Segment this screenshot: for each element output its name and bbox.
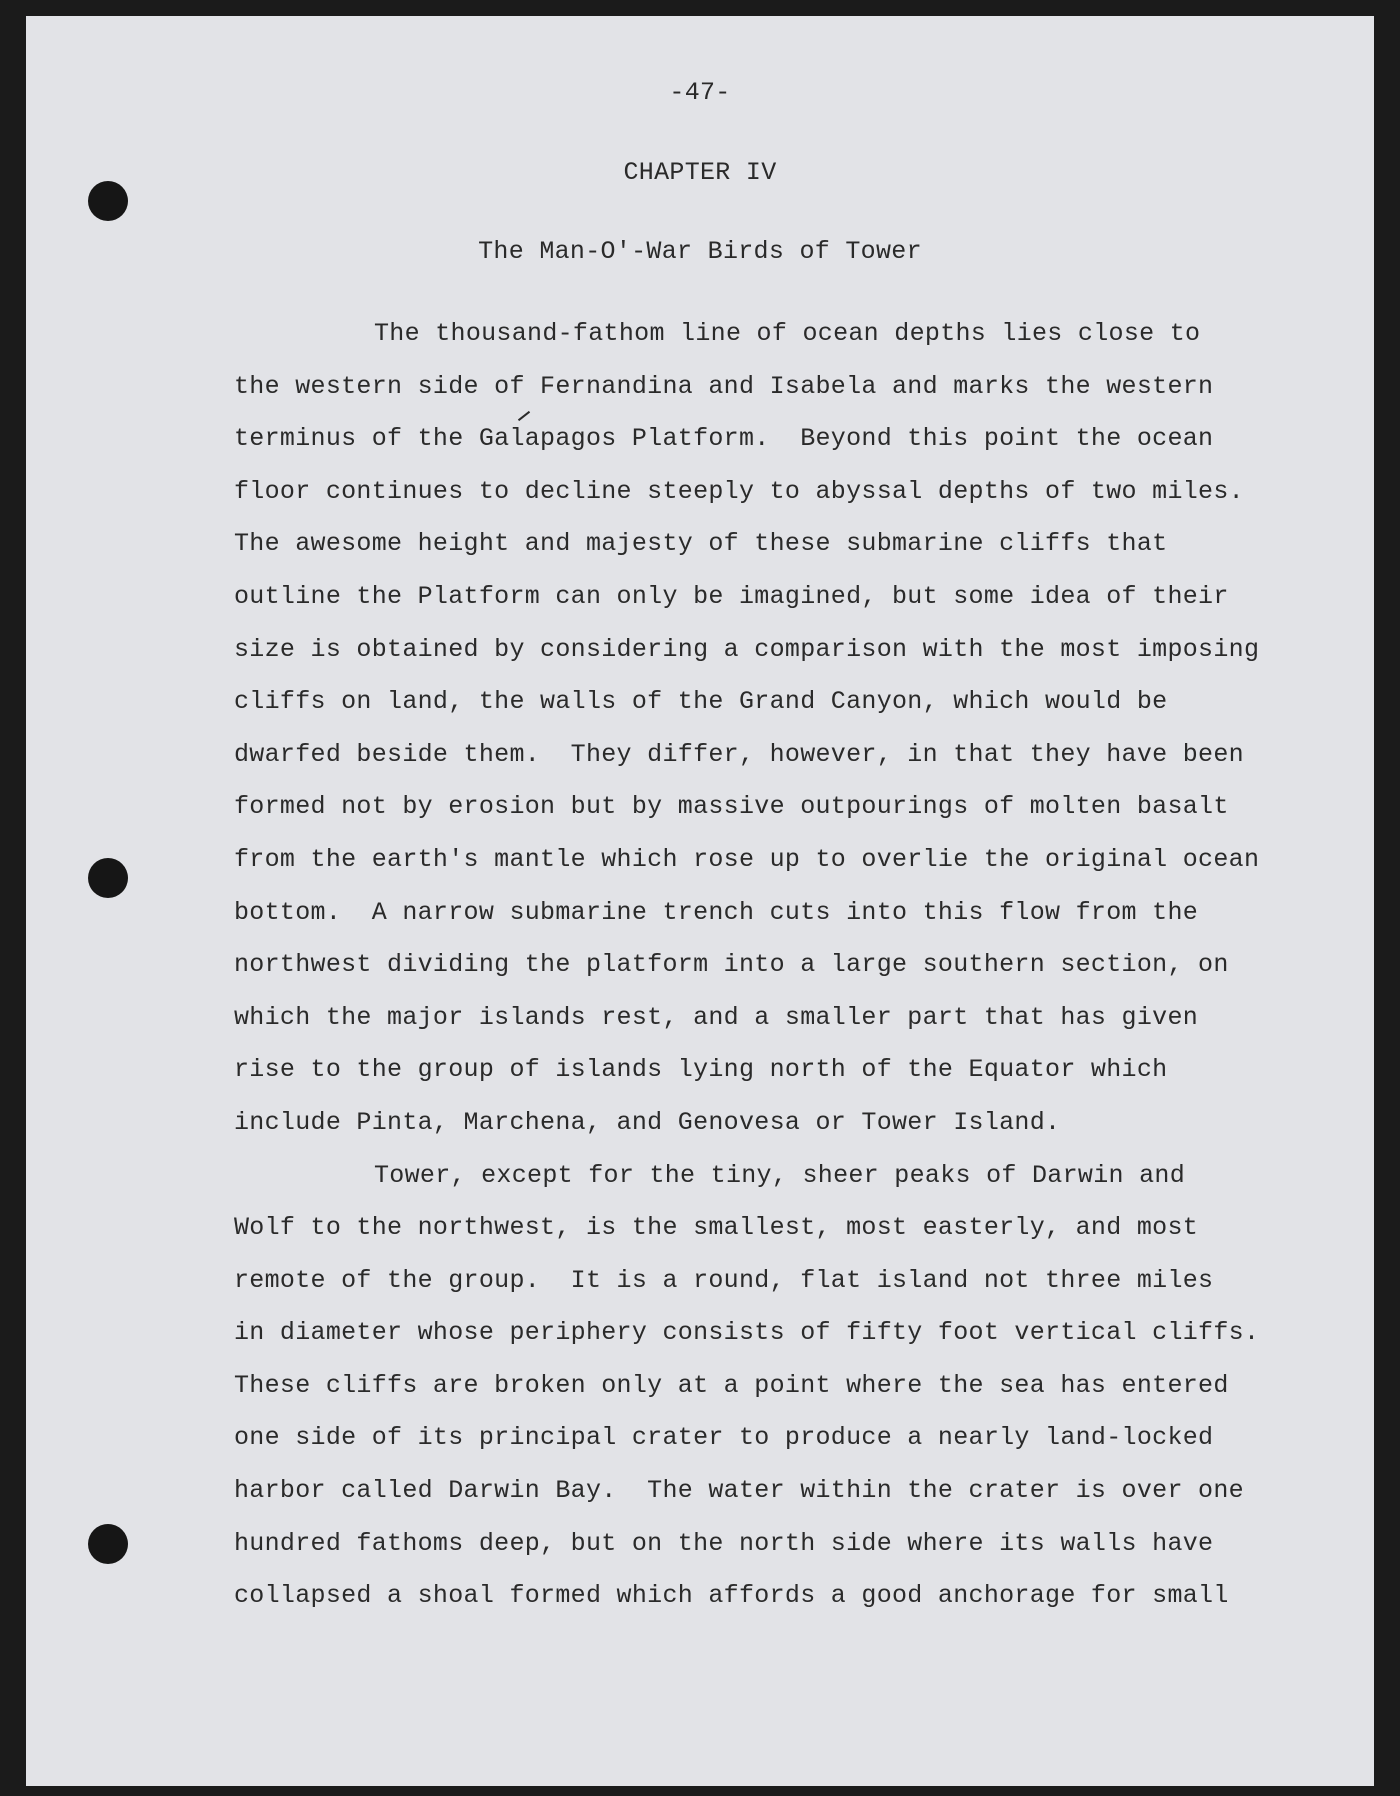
binder-hole-bottom	[88, 1524, 128, 1564]
text-line: floor continues to decline steeply to abyssal depths of two miles.	[234, 476, 1244, 506]
text-line: in diameter whose periphery consists of fifty foot vertical cliffs.	[234, 1318, 1260, 1348]
text-line: hundred fathoms deep, but on the north side where its walls have	[234, 1528, 1214, 1558]
text-line: Wolf to the northwest, is the smallest, most easterly, and most	[234, 1213, 1199, 1243]
text-line: collapsed a shoal formed which affords a good anchorage for small	[234, 1581, 1229, 1611]
text-line: Tower, except for the tiny, sheer peaks of Darwin and	[374, 1160, 1186, 1190]
text-line: remote of the group. It is a round, flat island not three miles	[234, 1265, 1214, 1295]
body-text	[234, 314, 1354, 1629]
text-line: harbor called Darwin Bay. The water within the crater is over one	[234, 1476, 1244, 1506]
text-line: The thousand-fathom line of ocean depths lies close to	[374, 319, 1201, 348]
text-line: rise to the group of islands lying north of the Equator which	[234, 1055, 1168, 1085]
page-number: -47-	[669, 78, 731, 107]
text-line: which the major islands rest, and a smaller part that has given	[234, 1002, 1199, 1032]
text-line: The awesome height and majesty of these submarine cliffs that	[234, 529, 1168, 559]
text-line: outline the Platform can only be imagined, but some idea of their	[234, 581, 1229, 611]
text-line: size is obtained by considering a comparison with the most imposing	[234, 634, 1260, 664]
text-line: These cliffs are broken only at a point where the sea has entered	[234, 1370, 1229, 1400]
chapter-title: The Man-O'-War Birds of Tower	[478, 237, 922, 266]
binder-hole-middle	[88, 858, 128, 898]
text-line: from the earth's mantle which rose up to overlie the original ocean	[234, 844, 1260, 874]
chapter-heading: CHAPTER IV	[623, 158, 777, 187]
text-line: terminus of the Galapagos Platform. Beyond this point the ocean	[234, 424, 1214, 454]
text-line: the western side of Fernandina and Isabela and marks the western	[234, 371, 1214, 401]
binder-hole-top	[88, 181, 128, 221]
text-line: include Pinta, Marchena, and Genovesa or Tower Island.	[234, 1107, 1061, 1137]
text-line: northwest dividing the platform into a large southern section, on	[234, 950, 1229, 980]
text-line: formed not by erosion but by massive outpourings of molten basalt	[234, 792, 1229, 822]
text-line: one side of its principal crater to produce a nearly land-locked	[234, 1423, 1214, 1453]
text-line: bottom. A narrow submarine trench cuts into this flow from the	[234, 897, 1199, 927]
text-line: cliffs on land, the walls of the Grand Canyon, which would be	[234, 687, 1168, 717]
text-line: dwarfed beside them. They differ, however, in that they have been	[234, 739, 1244, 769]
